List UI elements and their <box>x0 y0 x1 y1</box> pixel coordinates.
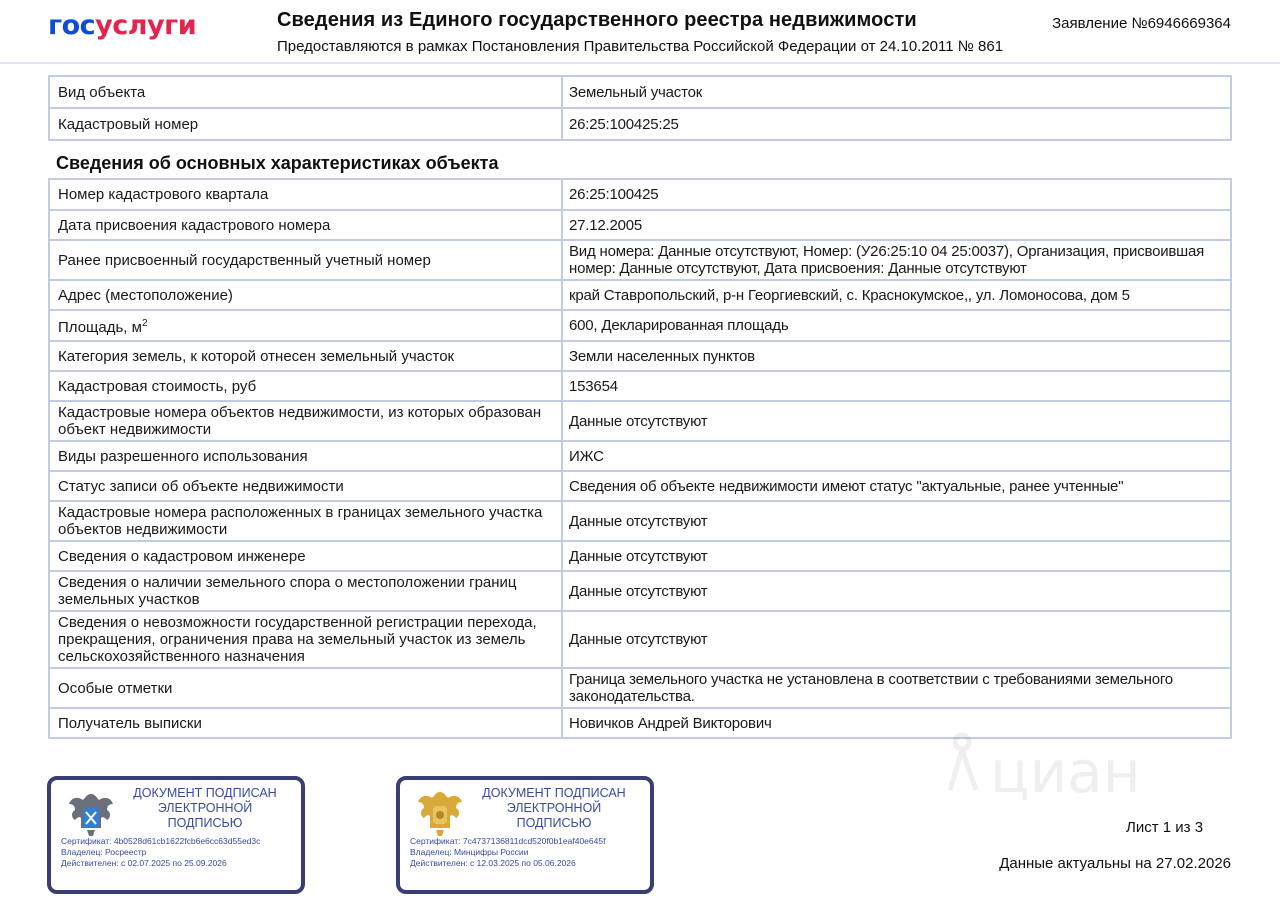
stamp-validity: Действителен: с 12.03.2025 по 05.06.2026 <box>410 858 576 868</box>
row-label: Кадастровый номер <box>49 108 562 140</box>
row-label: Площадь, $м^2$ <box>49 310 562 341</box>
stamp-title: ДОКУМЕНТ ПОДПИСАН ЭЛЕКТРОННОЙ ПОДПИСЬЮ <box>482 786 626 830</box>
row-label: Сведения о невозможности государственной регистрации перехода, прекращения, ограничения права на земельный участок из земель сельскохозяйственного назначения <box>49 611 562 668</box>
stamp-certificate: Сертификат: 7c4737136811dcd520f0b1eaf40e645f <box>410 836 606 846</box>
row-label: Дата присвоения кадастрового номера <box>49 210 562 240</box>
page-number: Лист 1 из 3 <box>1126 819 1204 836</box>
section-title: Сведения об основных характеристиках объекта <box>56 153 499 173</box>
row-label: Ранее присвоенный государственный учетный номер <box>49 240 562 280</box>
row-label: Сведения о наличии земельного спора о местоположении границ земельных участков <box>49 571 562 611</box>
table-row <box>49 668 1231 708</box>
row-value: Данные отсутствуют <box>562 401 1231 441</box>
stamp-owner: Владелец: Минцифры России <box>410 847 529 857</box>
row-label: Кадастровые номера объектов недвижимости, из которых образован объект недвижимости <box>49 401 562 441</box>
gosuslugi-logo: госуслуги <box>48 10 197 41</box>
stamp-details <box>410 836 605 869</box>
document-title: Сведения из Единого государственного реестра недвижимости <box>277 9 917 31</box>
row-label: Особые отметки <box>49 668 562 708</box>
table-row <box>49 76 1231 108</box>
row-label: Статус записи об объекте недвижимости <box>49 471 562 501</box>
row-value: Земли населенных пунктов <box>562 341 1231 371</box>
table-row <box>49 371 1231 401</box>
row-value: Вид номера: Данные отсутствуют, Номер: (У26:25:10 04 25:0037), Организация, присвоившая номер: Данные отсутствуют, Дата присвоения: Данные отсутствуют <box>562 240 1231 280</box>
row-label: Кадастровые номера расположенных в границах земельного участка объектов недвижимости <box>49 501 562 541</box>
object-table <box>48 75 1232 141</box>
row-value: Данные отсутствуют <box>562 611 1231 668</box>
stamp-title: ДОКУМЕНТ ПОДПИСАН ЭЛЕКТРОННОЙ ПОДПИСЬЮ <box>133 786 277 830</box>
stamp-certificate: Сертификат: 4b0528d61cb1622fcb6e6cc63d55ed3c <box>61 836 261 846</box>
e-signature-stamp-mincifry <box>396 776 654 894</box>
characteristics-table <box>48 178 1232 739</box>
russia-coat-of-arms-icon <box>416 788 464 838</box>
stamp-owner: Владелец: Росреестр <box>61 847 147 857</box>
table-row <box>49 501 1231 541</box>
row-label: Получатель выписки <box>49 708 562 738</box>
table-row <box>49 611 1231 668</box>
row-value: Данные отсутствуют <box>562 541 1231 571</box>
row-label: Вид объекта <box>49 76 562 108</box>
table-row <box>49 541 1231 571</box>
rosreestr-emblem-icon <box>67 788 115 838</box>
row-value: Граница земельного участка не установлена в соответствии с требованиями земельного законодательства. <box>562 668 1231 708</box>
table-row <box>49 210 1231 240</box>
cian-watermark-icon <box>940 730 1150 800</box>
document-subtitle: Предоставляются в рамках Постановления Правительства Российской Федерации от 24.10.2011 № 861 <box>277 38 1004 55</box>
table-row <box>49 179 1231 210</box>
application-number: Заявление №6946669364 <box>1052 15 1231 32</box>
row-value: Земельный участок <box>562 76 1231 108</box>
row-value: Новичков Андрей Викторович <box>562 708 1231 738</box>
row-label: Виды разрешенного использования <box>49 441 562 471</box>
row-value: Данные отсутствуют <box>562 501 1231 541</box>
svg-text:циан: циан <box>990 738 1141 800</box>
row-value: Сведения об объекте недвижимости имеют статус "актуальные, ранее учтенные" <box>562 471 1231 501</box>
row-value: 26:25:100425:25 <box>562 108 1231 140</box>
row-label: Сведения о кадастровом инженере <box>49 541 562 571</box>
table-row <box>49 240 1231 280</box>
row-label: Кадастровая стоимость, руб <box>49 371 562 401</box>
row-label: Номер кадастрового квартала <box>49 179 562 210</box>
table-row <box>49 310 1231 341</box>
stamp-details <box>61 836 260 869</box>
row-value: ИЖС <box>562 441 1231 471</box>
row-label: Категория земель, к которой отнесен земельный участок <box>49 341 562 371</box>
e-signature-stamp-rosreestr <box>47 776 305 894</box>
document-header <box>0 0 1280 64</box>
row-value: 153654 <box>562 371 1231 401</box>
data-actual-date: Данные актуальны на 27.02.2026 <box>999 855 1231 872</box>
table-row <box>49 341 1231 371</box>
row-value: 26:25:100425 <box>562 179 1231 210</box>
table-row <box>49 441 1231 471</box>
row-value: 27.12.2005 <box>562 210 1231 240</box>
stamp-validity: Действителен: с 02.07.2025 по 25.09.2026 <box>61 858 227 868</box>
table-row <box>49 401 1231 441</box>
row-value: Данные отсутствуют <box>562 571 1231 611</box>
table-row <box>49 471 1231 501</box>
table-row <box>49 280 1231 310</box>
row-value: 600, Декларированная площадь <box>562 310 1231 341</box>
table-row <box>49 571 1231 611</box>
row-label: Адрес (местоположение) <box>49 280 562 310</box>
table-row <box>49 108 1231 140</box>
row-value: край Ставропольский, р-н Георгиевский, с. Краснокумское,, ул. Ломоносова, дом 5 <box>562 280 1231 310</box>
